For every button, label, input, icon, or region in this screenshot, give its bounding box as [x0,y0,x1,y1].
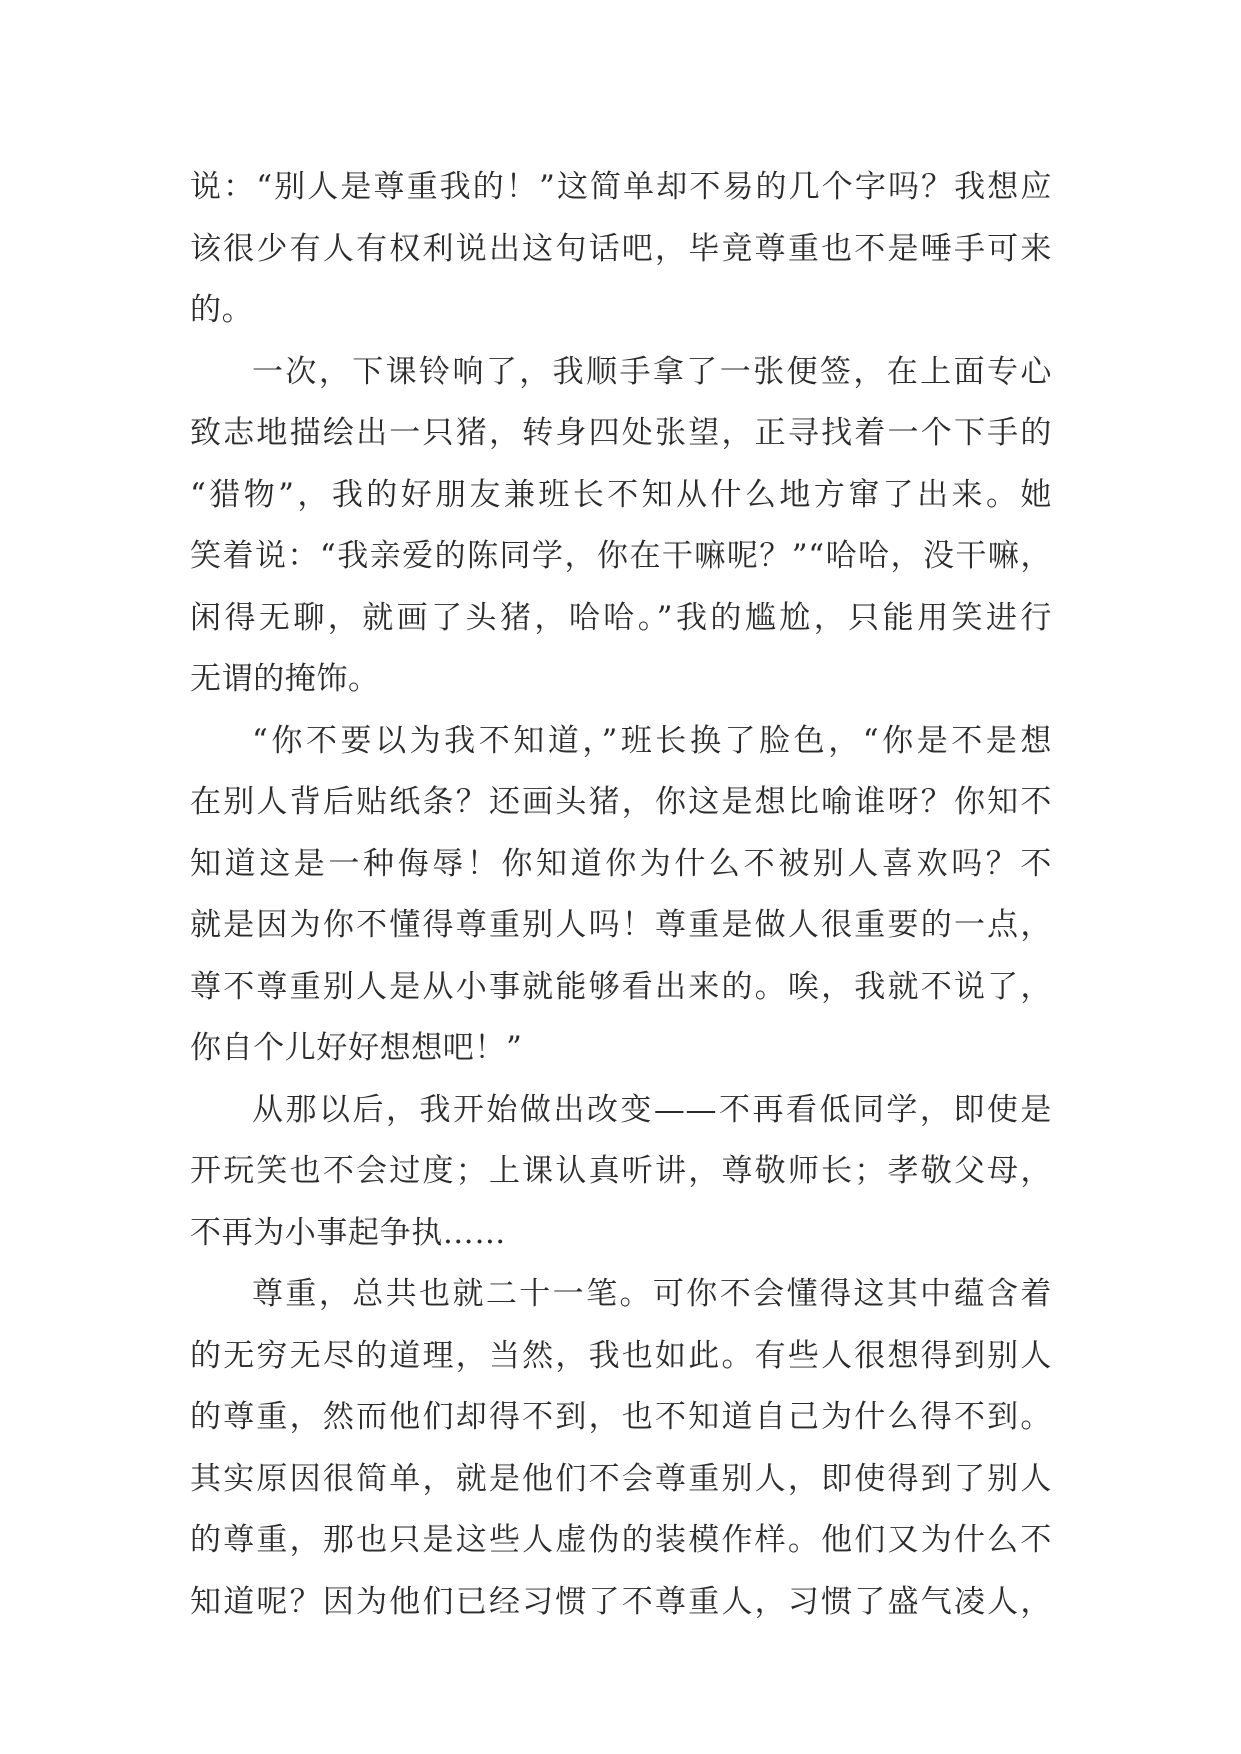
text-line: 该很少有人有权利说出这句话吧，毕竟尊重也不是唾手可来 [190,230,1052,267]
text-line: 一次，下课铃响了，我顺手拿了一张便签，在上面专心 [252,353,1052,390]
text-line: 开玩笑也不会过度；上课认真听讲，尊敬师长；孝敬父母， [190,1153,1052,1189]
text-line: 的无穷无尽的道理，当然，我也如此。有些人很想得到别人 [190,1337,1052,1374]
text-line: 在别人背后贴纸条？还画头猪，你这是想比喻谁呀？你知不 [190,784,1052,820]
text-line: 的。 [190,292,254,328]
text-line: 从那以后，我开始做出改变——不再看低同学，即使是 [252,1091,1052,1128]
text-line: 尊不尊重别人是从小事就能够看出来的。唉，我就不说了， [190,968,1052,1005]
text-line: 的尊重，那也只是这些人虚伪的装模作样。他们又为什么不 [190,1522,1052,1558]
text-line: “猎物”，我的好朋友兼班长不知从什么地方窜了出来。她 [190,476,1052,513]
text-line: “你不要以为我不知道，”班长换了脸色，“你是不是想 [252,722,1052,759]
text-line: 笑着说：“我亲爱的陈同学，你在干嘛呢？”“哈哈，没干嘛， [190,538,1052,574]
text-line: 知道这是一种侮辱！你知道你为什么不被别人喜欢吗？不 [190,845,1052,882]
text-line: 无谓的掩饰。 [190,661,380,697]
text-line: 不再为小事起争执…… [190,1214,506,1251]
text-line: 就是因为你不懂得尊重别人吗！尊重是做人很重要的一点， [190,907,1052,943]
text-line: 其实原因很简单，就是他们不会尊重别人，即使得到了别人 [190,1460,1052,1497]
text-line: 致志地描绘出一只猪，转身四处张望，正寻找着一个下手的 [190,415,1052,451]
text-line: 尊重，总共也就二十一笔。可你不会懂得这其中蕴含着 [252,1276,1052,1312]
text-line: 的尊重，然而他们却得不到，也不知道自己为什么得不到。 [190,1399,1052,1435]
text-line: 说：“别人是尊重我的！”这简单却不易的几个字吗？我想应 [190,169,1052,205]
essay-body [190,157,1052,1633]
text-line: 知道呢？因为他们已经习惯了不尊重人，习惯了盛气凌人， [190,1583,1052,1620]
text-line: 你自个儿好好想想吧！” [190,1030,523,1066]
text-line: 闲得无聊，就画了头猪，哈哈。”我的尴尬，只能用笑进行 [190,599,1052,636]
